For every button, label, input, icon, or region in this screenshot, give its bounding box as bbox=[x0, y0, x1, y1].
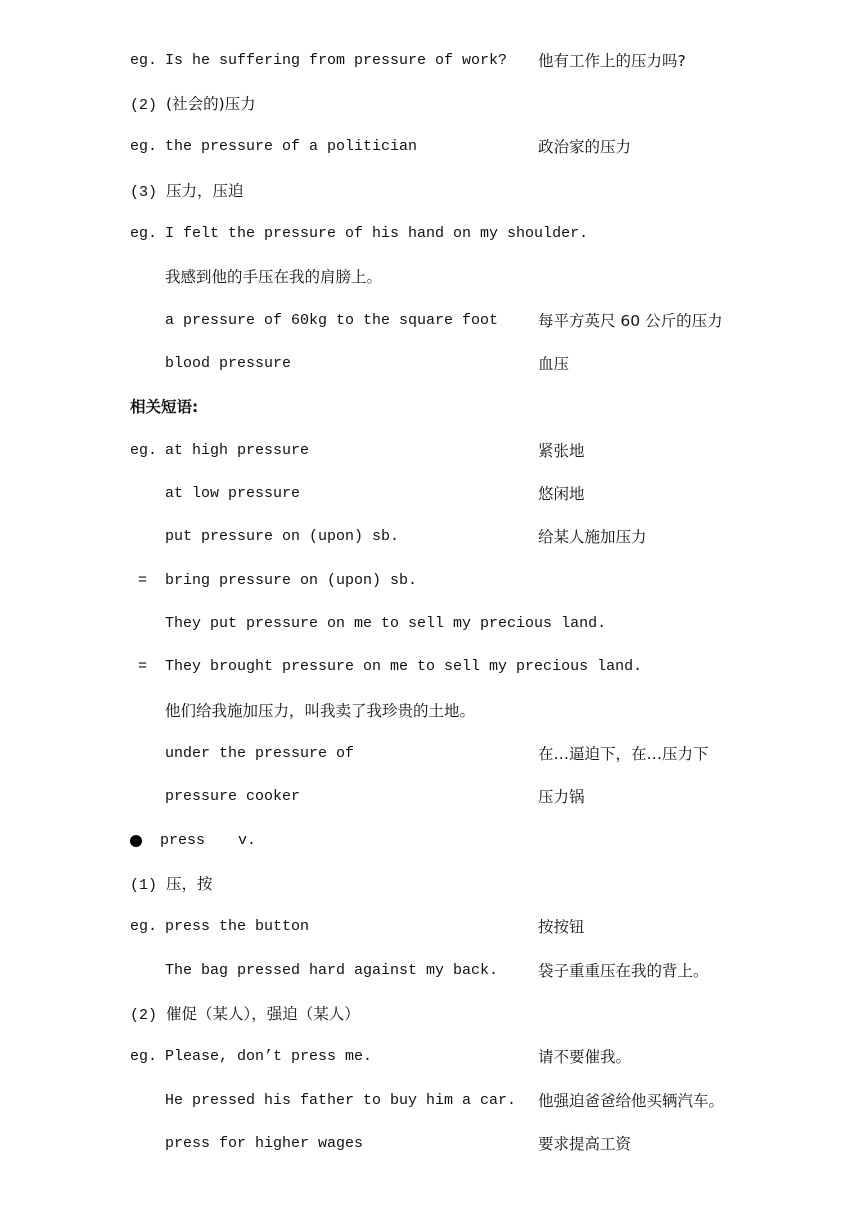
chinese-translation: 政治家的压力 bbox=[538, 138, 632, 156]
sense-label bbox=[130, 180, 244, 204]
part-of-speech: v. bbox=[238, 832, 257, 849]
chinese-translation: 他强迫爸爸给他买辆汽车。 bbox=[538, 1092, 725, 1110]
equals-sign: = bbox=[138, 658, 148, 675]
sense-line bbox=[0, 180, 860, 202]
eg-prefix: eg. bbox=[130, 1048, 158, 1065]
chinese-translation: 袋子重重压在我的背上。 bbox=[538, 962, 709, 980]
example-line bbox=[0, 916, 860, 938]
section-heading: 相关短语: bbox=[130, 398, 199, 416]
chinese-translation: 血压 bbox=[538, 355, 570, 373]
sense-line bbox=[0, 1003, 860, 1025]
chinese-translation: 每平方英尺 60 公斤的压力 bbox=[538, 312, 723, 330]
english-example: a pressure of 60kg to the square foot bbox=[165, 312, 499, 329]
chinese-translation: 请不要催我。 bbox=[538, 1048, 632, 1066]
english-example: They put pressure on me to sell my precious land. bbox=[165, 615, 607, 632]
equals-sign: = bbox=[138, 572, 148, 589]
chinese-translation: 悠闲地 bbox=[538, 485, 585, 503]
example-line bbox=[0, 613, 860, 635]
headword: press bbox=[160, 832, 206, 849]
english-example: pressure cooker bbox=[165, 788, 301, 805]
eg-prefix: eg. bbox=[130, 225, 158, 242]
sense-line bbox=[0, 93, 860, 115]
english-example: press for higher wages bbox=[165, 1135, 364, 1152]
english-example: blood pressure bbox=[165, 355, 292, 372]
sense-text: 压，按 bbox=[166, 875, 213, 893]
bullet-icon bbox=[130, 835, 142, 847]
example-line bbox=[0, 223, 860, 245]
example-line bbox=[0, 526, 860, 548]
eg-prefix: eg. bbox=[130, 52, 158, 69]
example-line bbox=[0, 1046, 860, 1068]
example-line bbox=[0, 310, 860, 332]
sense-text: 催促（某人），强迫（某人） bbox=[166, 1005, 360, 1023]
sense-label bbox=[130, 873, 213, 897]
english-example: under the pressure of bbox=[165, 745, 355, 762]
eg-prefix: eg. bbox=[130, 918, 158, 935]
english-example: the pressure of a politician bbox=[165, 138, 418, 155]
headword-line bbox=[0, 830, 860, 852]
sense-label bbox=[130, 93, 256, 117]
example-line bbox=[0, 440, 860, 462]
english-example: The bag pressed hard against my back. bbox=[165, 962, 499, 979]
english-example: I felt the pressure of his hand on my shoulder. bbox=[165, 225, 589, 242]
eg-prefix: eg. bbox=[130, 442, 158, 459]
example-line bbox=[0, 266, 860, 288]
example-line bbox=[0, 1133, 860, 1155]
chinese-translation: 紧张地 bbox=[538, 442, 585, 460]
example-line bbox=[0, 700, 860, 722]
english-example: He pressed his father to buy him a car. bbox=[165, 1092, 517, 1109]
example-line bbox=[0, 136, 860, 158]
chinese-translation: 压力锅 bbox=[538, 788, 585, 806]
section-heading-line bbox=[0, 396, 860, 418]
sense-text: 压力，压迫 bbox=[166, 182, 244, 200]
example-line bbox=[0, 570, 860, 592]
chinese-translation: 他有工作上的压力吗? bbox=[538, 52, 686, 70]
chinese-sentence: 他们给我施加压力，叫我卖了我珍贵的土地。 bbox=[165, 702, 476, 720]
eg-prefix: eg. bbox=[130, 138, 158, 155]
sense-number: (2) bbox=[130, 1007, 158, 1024]
english-example: Please, don’t press me. bbox=[165, 1048, 373, 1065]
sense-number: (2) bbox=[130, 97, 158, 114]
chinese-translation: 按按钮 bbox=[538, 918, 585, 936]
example-line bbox=[0, 1090, 860, 1112]
example-line bbox=[0, 353, 860, 375]
english-example: bring pressure on (upon) sb. bbox=[165, 572, 418, 589]
sense-label bbox=[130, 1003, 360, 1027]
sense-text: (社会的)压力 bbox=[166, 95, 256, 113]
example-line bbox=[0, 50, 860, 72]
example-line bbox=[0, 743, 860, 765]
english-example: at low pressure bbox=[165, 485, 301, 502]
english-example: Is he suffering from pressure of work? bbox=[165, 52, 508, 69]
sense-line bbox=[0, 873, 860, 895]
example-line bbox=[0, 656, 860, 678]
chinese-sentence: 我感到他的手压在我的肩膀上。 bbox=[165, 268, 383, 286]
chinese-translation: 给某人施加压力 bbox=[538, 528, 647, 546]
english-example: press the button bbox=[165, 918, 310, 935]
chinese-translation: 在…逼迫下，在…压力下 bbox=[538, 745, 709, 763]
english-example: They brought pressure on me to sell my precious land. bbox=[165, 658, 643, 675]
sense-number: (3) bbox=[130, 184, 158, 201]
english-example: at high pressure bbox=[165, 442, 310, 459]
sense-number: (1) bbox=[130, 877, 158, 894]
example-line bbox=[0, 483, 860, 505]
example-line bbox=[0, 786, 860, 808]
english-example: put pressure on (upon) sb. bbox=[165, 528, 400, 545]
chinese-translation: 要求提高工资 bbox=[538, 1135, 632, 1153]
example-line bbox=[0, 960, 860, 982]
